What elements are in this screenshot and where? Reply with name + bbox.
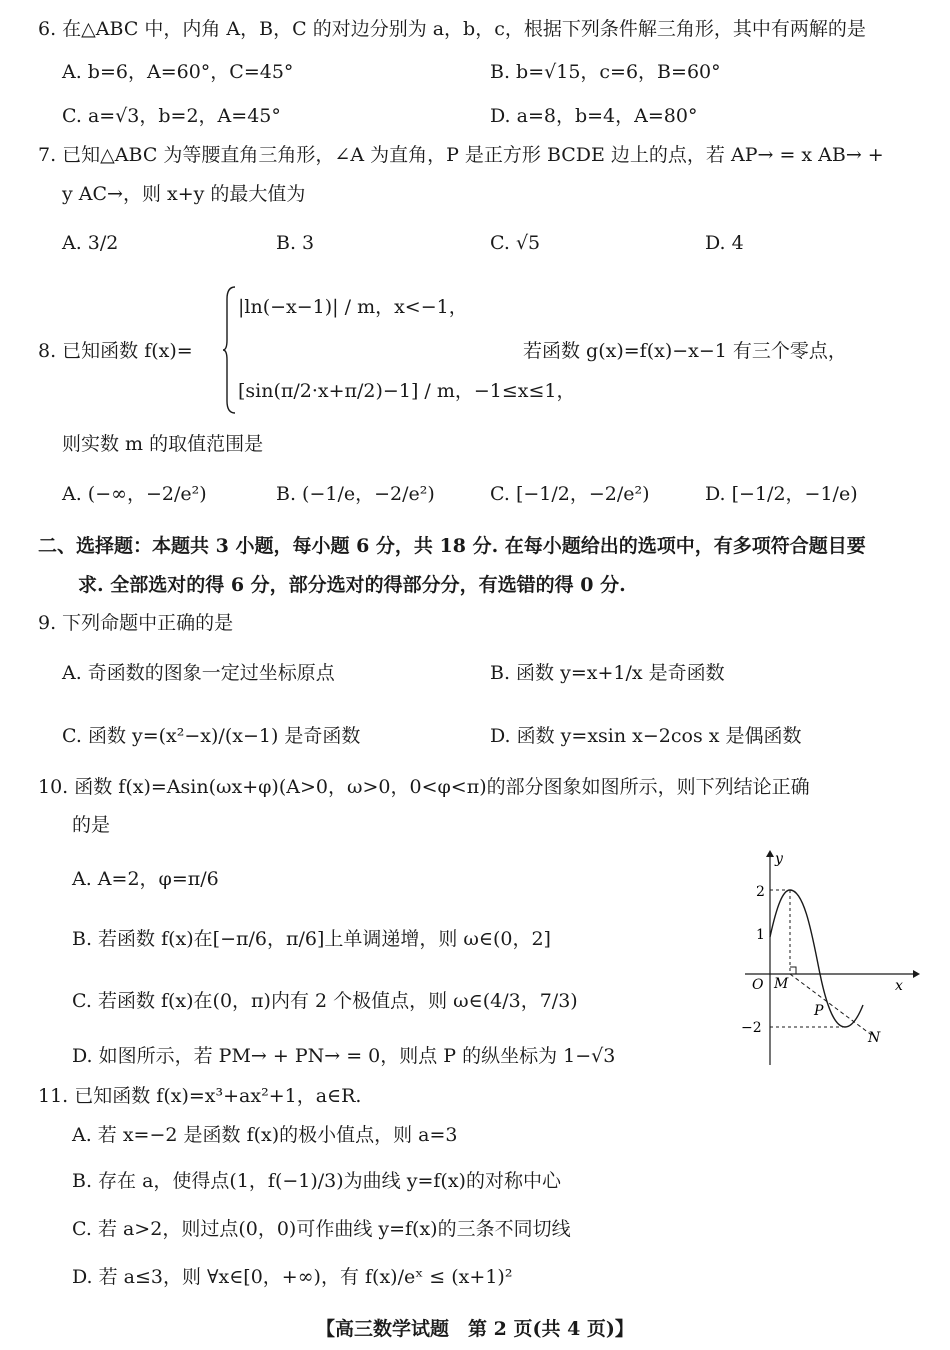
q10-option-a: A. A=2，φ=π/6 <box>72 868 219 890</box>
q6-option-a: A. b=6，A=60°，C=45° <box>62 61 294 83</box>
q7-option-d: D. 4 <box>705 232 744 254</box>
q9-option-a: A. 奇函数的图象一定过坐标原点 <box>62 662 335 684</box>
q9-option-d: D. 函数 y=xsin x−2cos x 是偶函数 <box>490 725 802 747</box>
q6-option-b: B. b=√15，c=6，B=60° <box>490 61 721 83</box>
y-axis-label: y <box>775 851 783 867</box>
q7-stem-line1: 7. 已知△ABC 为等腰直角三角形，∠A 为直角，P 是正方形 BCDE 边上的点，若 AP→ = x AB→ + <box>38 144 884 166</box>
q10-stem-line1: 10. 函数 f(x)=Asin(ωx+φ)(A>0，ω>0，0<φ<π)的部分图象如图所示，则下列结论正确 <box>38 776 810 798</box>
tick-label-2: 2 <box>756 884 765 900</box>
q10-option-c: C. 若函数 f(x)在(0，π)内有 2 个极值点，则 ω∈(4/3，7/3) <box>72 990 578 1012</box>
q8-case2: [sin(π/2·x+π/2)−1] / m，−1≤x≤1， <box>238 380 576 402</box>
sine-graph <box>735 845 920 1070</box>
q11-stem: 11. 已知函数 f(x)=x³+ax²+1，a∈R. <box>38 1085 362 1107</box>
tick-label-1: 1 <box>756 927 765 943</box>
q8-lead: 8. 已知函数 f(x)= <box>38 340 193 362</box>
q9-option-b: B. 函数 y=x+1/x 是奇函数 <box>490 662 725 684</box>
section2-line1: 二、选择题：本题共 3 小题，每小题 6 分，共 18 分. 在每小题给出的选项中，有多项符合题目要 <box>38 535 866 557</box>
q8-brace <box>222 285 238 415</box>
page-footer: 【高三数学试题 第 2 页(共 4 页)】 <box>316 1318 634 1340</box>
x-axis-arrow-icon <box>913 970 920 978</box>
right-angle-mark <box>790 967 796 974</box>
point-p-label: P <box>814 1003 824 1019</box>
q7-option-b: B. 3 <box>276 232 315 254</box>
q6-stem: 6. 在△ABC 中，内角 A，B，C 的对边分别为 a，b，c，根据下列条件解三角形，其中有两解的是 <box>38 18 866 40</box>
q9-option-c: C. 函数 y=(x²−x)/(x−1) 是奇函数 <box>62 725 361 747</box>
q11-option-c: C. 若 a>2，则过点(0，0)可作曲线 y=f(x)的三条不同切线 <box>72 1218 571 1240</box>
q7-option-a: A. 3/2 <box>62 232 119 254</box>
point-m-label: M <box>774 976 789 992</box>
q8-option-c: C. [−1/2，−2/e²) <box>490 483 650 505</box>
point-n-label: N <box>868 1030 881 1046</box>
q6-option-c: C. a=√3，b=2，A=45° <box>62 105 281 127</box>
q10-option-b: B. 若函数 f(x)在[−π/6，π/6]上单调递增，则 ω∈(0，2] <box>72 928 551 950</box>
q8-case1: |ln(−x−1)| / m，x<−1， <box>238 296 468 318</box>
y-axis-arrow-icon <box>766 850 774 857</box>
section2-line2: 求. 全部选对的得 6 分，部分选对的得部分分，有选错的得 0 分. <box>78 574 626 596</box>
q9-stem: 9. 下列命题中正确的是 <box>38 612 234 634</box>
q8-option-a: A. (−∞，−2/e²) <box>62 483 207 505</box>
origin-label: O <box>752 977 764 993</box>
tick-label-neg2: −2 <box>741 1020 762 1036</box>
q8-stem-line2: 则实数 m 的取值范围是 <box>62 433 264 455</box>
q7-option-c: C. √5 <box>490 232 541 254</box>
q10-stem-line2: 的是 <box>72 814 111 836</box>
q11-option-a: A. 若 x=−2 是函数 f(x)的极小值点，则 a=3 <box>72 1124 458 1146</box>
q11-option-b: B. 存在 a，使得点(1，f(−1)/3)为曲线 y=f(x)的对称中心 <box>72 1170 561 1192</box>
q8-option-d: D. [−1/2，−1/e) <box>705 483 858 505</box>
q7-stem-line2: y AC→，则 x+y 的最大值为 <box>62 183 306 205</box>
q10-option-d: D. 如图所示，若 PM→ + PN→ = 0，则点 P 的纵坐标为 1−√3 <box>72 1045 616 1067</box>
q8-tail: 若函数 g(x)=f(x)−x−1 有三个零点， <box>523 340 847 362</box>
q11-option-d: D. 若 a≤3，则 ∀x∈[0，+∞)，有 f(x)/eˣ ≤ (x+1)² <box>72 1266 513 1288</box>
x-axis-label: x <box>895 978 903 994</box>
q6-option-d: D. a=8，b=4，A=80° <box>490 105 698 127</box>
q8-option-b: B. (−1/e，−2/e²) <box>276 483 435 505</box>
